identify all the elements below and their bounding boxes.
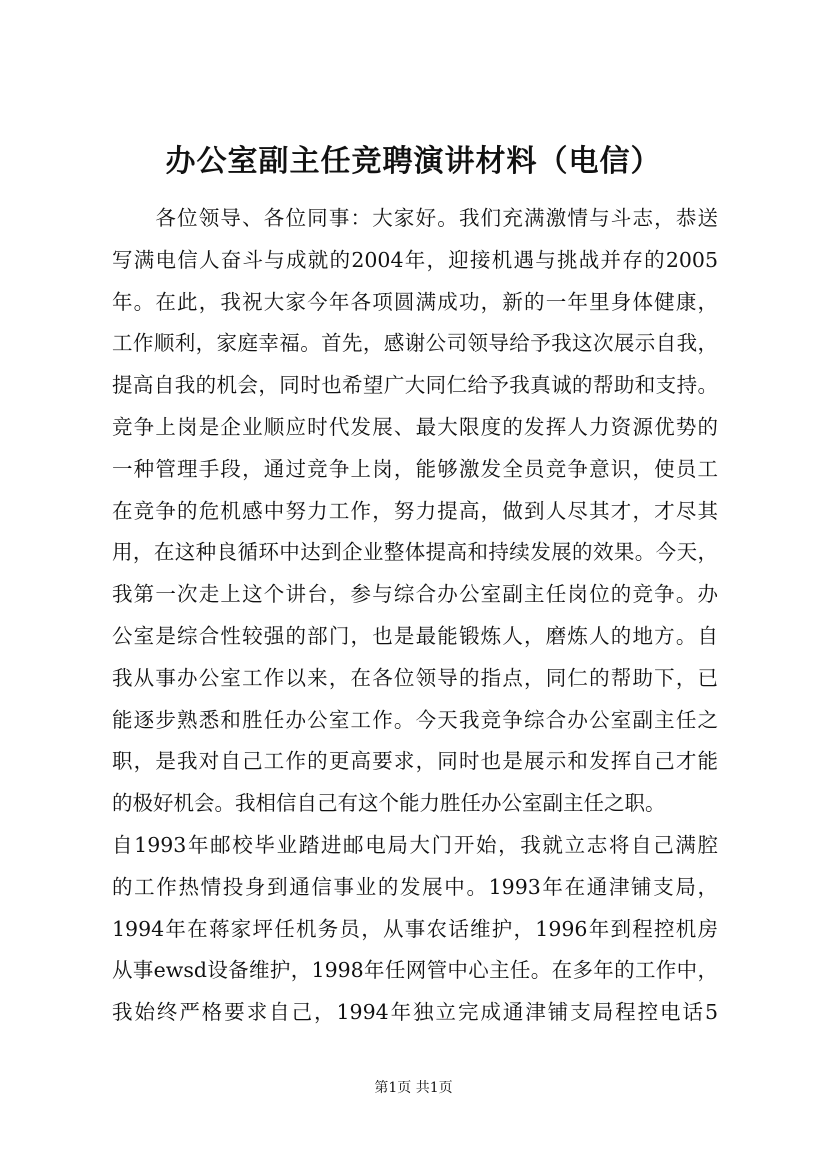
text-line: 提高自我的机会，同时也希望广大同仁给予我真诚的帮助和支持。 [112,373,718,398]
text-line: 用，在这种良循环中达到企业整体提高和持续发展的效果。今天， [112,540,718,565]
text-line: 年。在此，我祝大家今年各项圆满成功，新的一年里身体健康， [112,289,718,314]
text-line: 一种管理手段，通过竞争上岗，能够激发全员竞争意识，使员工 [112,456,718,481]
text-line: 各位领导、各位同事：大家好。我们充满激情与斗志，恭送 [112,206,718,230]
document-title: 办公室副主任竞聘演讲材料（电信） [165,144,662,179]
text-line: 1994年在蒋家坪任机务员，从事农话维护，1996年到程控机房 [112,916,718,941]
text-line: 我从事办公室工作以来，在各位领导的指点，同仁的帮助下，已 [112,665,718,690]
text-line: 自1993年邮校毕业踏进邮电局大门开始，我就立志将自己满腔 [112,832,718,857]
text-line: 职，是我对自己工作的更高要求，同时也是展示和发挥自己才能 [112,749,718,774]
text-line: 写满电信人奋斗与成就的2004年，迎接机遇与挑战并存的2005 [112,247,718,272]
document-body [112,198,718,1034]
page-footer: 第1页 共1页 [374,1080,453,1096]
text-line: 我第一次走上这个讲台，参与综合办公室副主任岗位的竞争。办 [112,582,718,607]
text-line: 公室是综合性较强的部门，也是最能锻炼人，磨炼人的地方。自 [112,623,718,648]
text-line: 的工作热情投身到通信事业的发展中。1993年在通津铺支局， [112,874,718,899]
text-line: 在竞争的危机感中努力工作，努力提高，做到人尽其才，才尽其 [112,498,718,523]
text-line: 工作顺利，家庭幸福。首先，感谢公司领导给予我这次展示自我， [112,331,718,356]
text-line: 竞争上岗是企业顺应时代发展、最大限度的发挥人力资源优势的 [112,414,718,439]
text-line: 能逐步熟悉和胜任办公室工作。今天我竞争综合办公室副主任之 [112,707,718,732]
text-line: 我始终严格要求自己，1994年独立完成通津铺支局程控电话5 [112,1000,718,1025]
text-line: 的极好机会。我相信自己有这个能力胜任办公室副主任之职。 [112,791,666,816]
text-line: 从事ewsd设备维护，1998年任网管中心主任。在多年的工作中， [112,958,718,983]
